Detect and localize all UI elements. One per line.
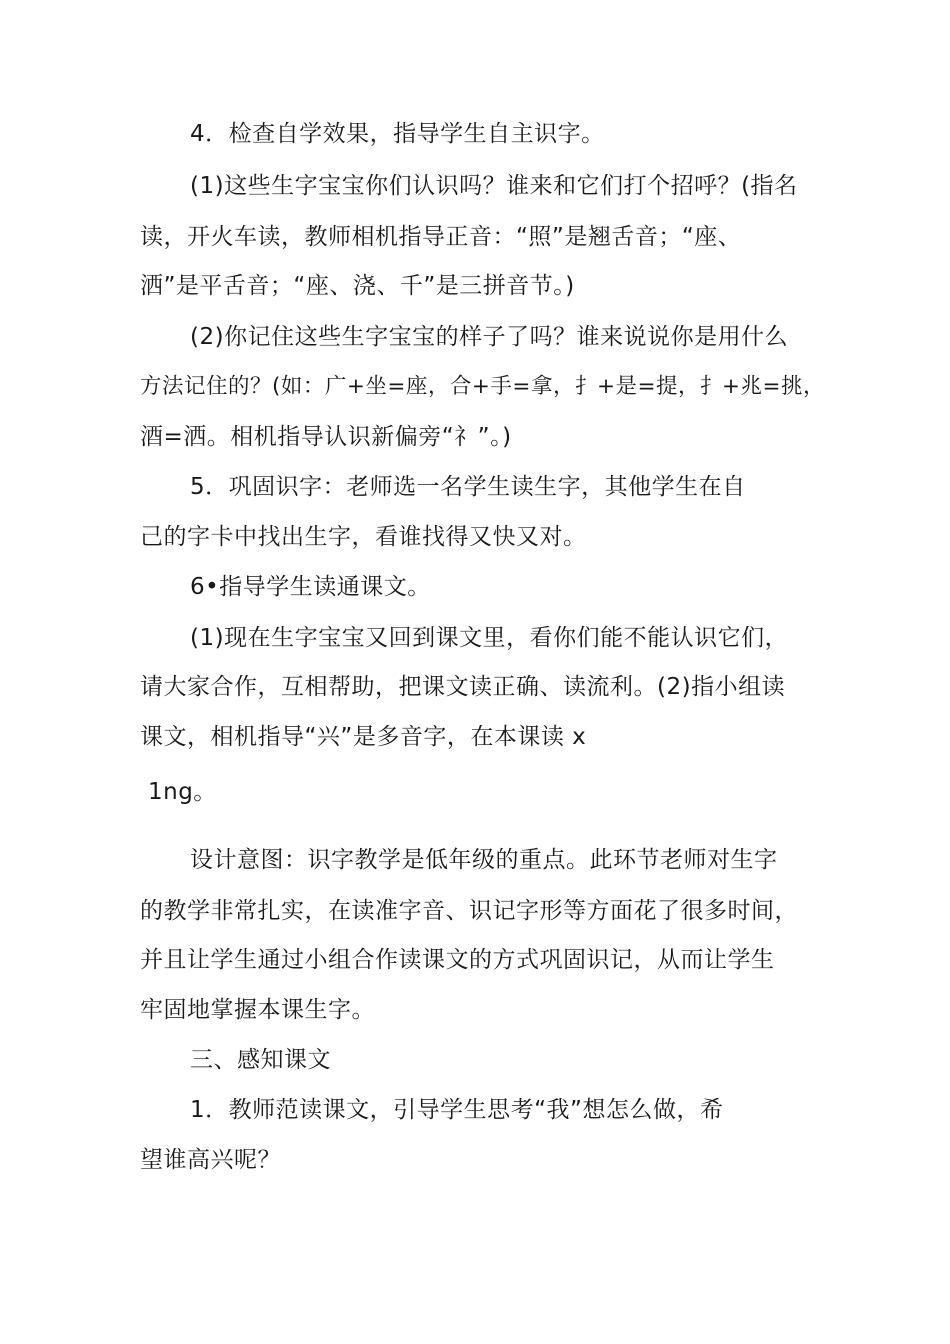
text-line-step-4-1c: 洒”是平舌音；“座、浇、千”是三拼音节。) [140, 273, 575, 299]
text-line-section-3-step-1b: 望谁高兴呢？ [140, 1147, 281, 1173]
text-line-step-6-1b: 请大家合作，互相帮助，把课文读正确、读流利。(2)指小组读 [140, 674, 786, 700]
section-heading-3: 三、感知课文 [190, 1047, 331, 1073]
text-line-step-5b: 己的字卡中找出生字，看谁找得又快又对。 [140, 524, 587, 550]
text-line-step-4-1a: (1)这些生字宝宝你们认识吗？谁来和它们打个招呼？(指名 [190, 173, 798, 199]
text-line-step-6-1a: (1)现在生字宝宝又回到课文里，看你们能不能认识它们， [190, 625, 789, 651]
text-line-section-3-step-1a: 1．教师范读课文，引导学生思考“我”想怎么做，希 [190, 1097, 724, 1123]
text-line-design-intent-a: 设计意图：识字教学是低年级的重点。此环节老师对生字 [190, 847, 778, 873]
text-line-design-intent-c: 并且让学生通过小组合作读课文的方式巩固识记，从而让学生 [140, 947, 775, 973]
text-line-step-5a: 5．巩固识字：老师选一名学生读生字，其他学生在自 [190, 474, 746, 500]
text-line-step-6: 6•指导学生读通课文。 [190, 574, 431, 600]
text-line-step-6-2a: 课文，相机指导“兴”是多音字，在本课读 x [140, 724, 587, 750]
text-line-step-4-2c: 酒=洒。相机指导认识新偏旁“礻”。) [140, 424, 512, 450]
text-line-step-6-2b: 1ng。 [148, 779, 217, 805]
text-line-step-4-2b: 方法记住的？(如：广+坐=座，合+手=拿，扌+是=提，扌+兆=挑， [140, 374, 826, 399]
text-line-step-4-1b: 读，开火车读，教师相机指导正音：“照”是翘舌音；“座、 [140, 224, 742, 250]
text-line-step-4: 4．检查自学效果，指导学生自主识字。 [190, 121, 605, 147]
text-line-design-intent-b: 的教学非常扎实，在读准字音、识记字形等方面花了很多时间， [140, 898, 798, 924]
text-line-step-4-2a: (2)你记住这些生字宝宝的样子了吗？谁来说说你是用什么 [190, 324, 789, 350]
text-line-design-intent-d: 牢固地掌握本课生字。 [140, 997, 375, 1023]
